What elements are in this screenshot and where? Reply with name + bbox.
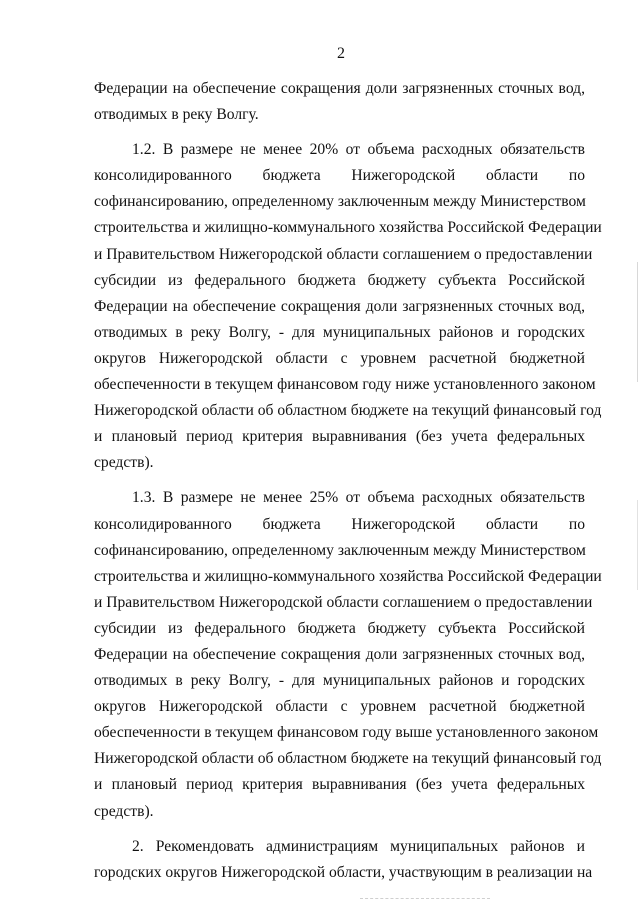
paragraph-gap bbox=[94, 825, 585, 834]
text-line: округов Нижегородской области с уровнем расчетной бюджетной bbox=[94, 698, 585, 716]
document-body bbox=[94, 76, 602, 886]
text-line: консолидированного бюджета Нижегородской области по bbox=[94, 515, 585, 533]
text-line: Нижегородской области об областном бюджете на текущий финансовый год bbox=[94, 750, 602, 768]
text-line: городских округов Нижегородской области, участвующим в реализации на bbox=[94, 863, 593, 881]
paragraph-continuation bbox=[94, 76, 585, 128]
text-line: субсидии из федерального бюджета бюджету субъекта Российской bbox=[94, 619, 585, 637]
text-line: софинансированию, определенному заключенным между Министерством bbox=[94, 193, 586, 211]
text-line: и плановый период критерия выравнивания (без учета федеральных bbox=[94, 428, 585, 446]
text-line: 2. Рекомендовать администрациям муниципальных районов и bbox=[132, 837, 585, 855]
scan-edge-mark bbox=[637, 500, 638, 590]
text-line: консолидированного бюджета Нижегородской области по bbox=[94, 167, 585, 185]
text-line: и Правительством Нижегородской области соглашением о предоставлении bbox=[94, 593, 593, 611]
text-line: отводимых в реку Волгу, - для муниципальных районов и городских bbox=[94, 672, 585, 690]
text-line: отводимых в реку Волгу. bbox=[94, 106, 259, 124]
paragraph-gap bbox=[94, 128, 585, 137]
text-line: софинансированию, определенному заключенным между Министерством bbox=[94, 541, 586, 559]
text-line: обеспеченности в текущем финансовом году выше установленного законом bbox=[94, 724, 599, 742]
text-line: обеспеченности в текущем финансовом году ниже установленного законом bbox=[94, 376, 596, 394]
text-line: Федерации на обеспечение сокращения доли загрязненных сточных вод, bbox=[94, 297, 585, 315]
text-line: строительства и жилищно-коммунального хозяйства Российской Федерации bbox=[94, 219, 602, 237]
text-line: и Правительством Нижегородской области соглашением о предоставлении bbox=[94, 245, 593, 263]
text-line: 1.3. В размере не менее 25% от объема расходных обязательств bbox=[132, 489, 585, 507]
text-line: Федерации на обеспечение сокращения доли загрязненных сточных вод, bbox=[94, 80, 585, 97]
text-line: округов Нижегородской области с уровнем расчетной бюджетной bbox=[94, 349, 585, 367]
paragraph-gap bbox=[94, 476, 585, 485]
text-line: Федерации на обеспечение сокращения доли загрязненных сточных вод, bbox=[94, 645, 585, 663]
text-line: средств). bbox=[94, 454, 154, 472]
text-line: 1.2. В размере не менее 20% от объема расходных обязательств bbox=[132, 141, 585, 159]
scan-edge-mark bbox=[637, 262, 638, 382]
text-line: и плановый период критерия выравнивания (без учета федеральных bbox=[94, 776, 585, 794]
text-line: средств). bbox=[94, 802, 154, 820]
text-line: Нижегородской области об областном бюджете на текущий финансовый год bbox=[94, 402, 602, 420]
paragraph-1-3 bbox=[94, 485, 602, 824]
paragraph-1-2 bbox=[94, 137, 602, 476]
scan-bottom-mark bbox=[360, 898, 490, 902]
text-line: субсидии из федерального бюджета бюджету субъекта Российской bbox=[94, 271, 585, 289]
text-line: строительства и жилищно-коммунального хозяйства Российской Федерации bbox=[94, 567, 602, 585]
paragraph-2 bbox=[94, 834, 593, 886]
page-number: 2 bbox=[337, 45, 345, 62]
text-line: отводимых в реку Волгу, - для муниципальных районов и городских bbox=[94, 323, 585, 341]
